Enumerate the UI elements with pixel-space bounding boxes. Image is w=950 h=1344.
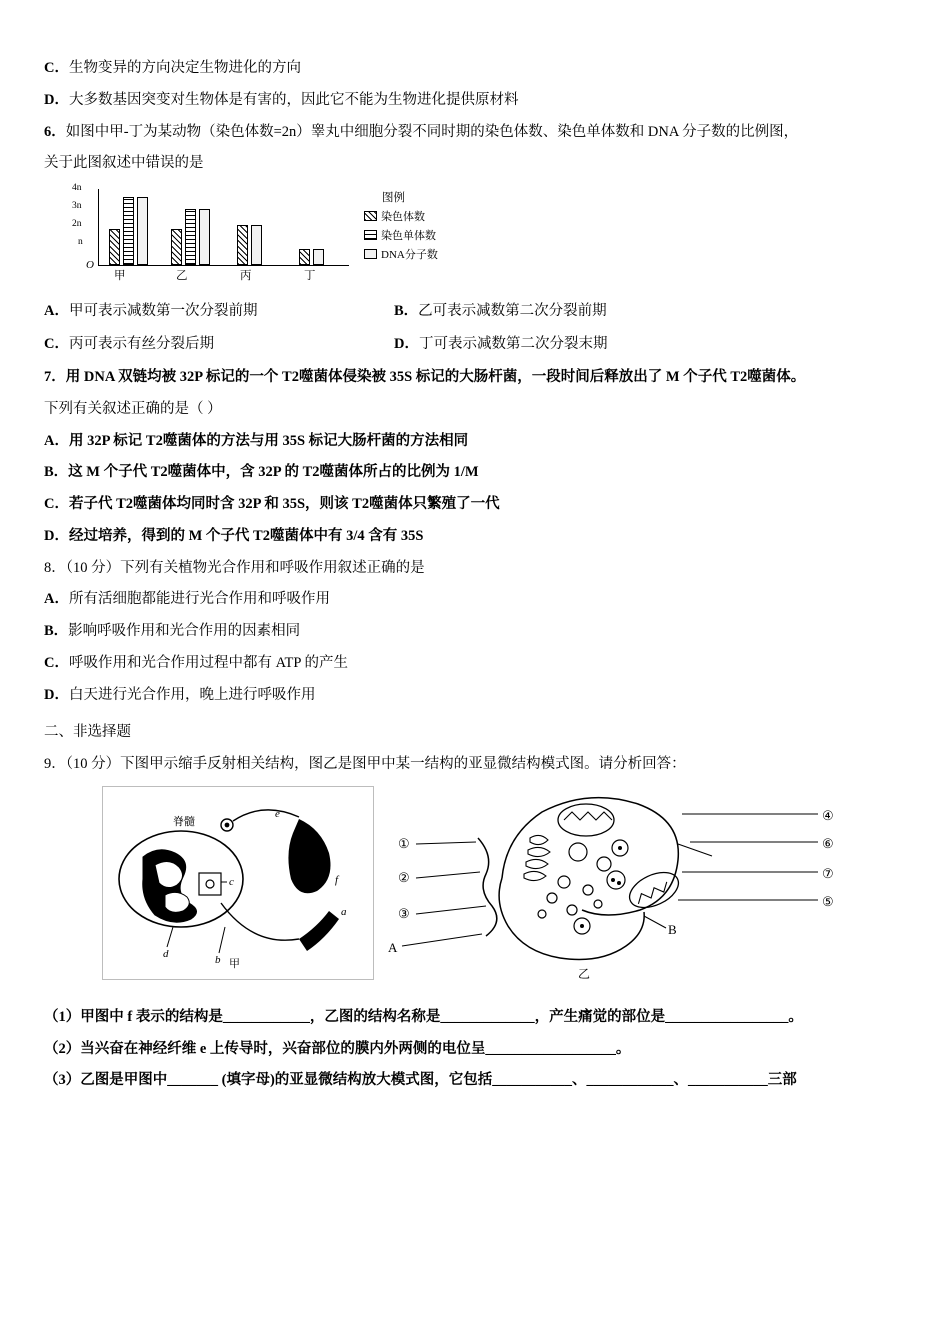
svg-text:c: c — [229, 875, 234, 888]
x-label-yi: 乙 — [176, 270, 188, 282]
option-text: 用 32P 标记 T2噬菌体的方法与用 35S 标记大肠杆菌的方法相同 — [68, 432, 469, 449]
question-6-stem-line2: 关于此图叙述中错误的是 — [44, 155, 204, 172]
option-label: A． — [44, 591, 69, 608]
question-9-sub1: （1）甲图中 f 表示的结构是____________，乙图的结构名称是_____________，产生痛觉的部位是_________________。 — [44, 1008, 803, 1025]
question-7-stem-line2: 下列有关叙述正确的是（ ） — [44, 400, 222, 417]
question-8-option-b — [44, 621, 910, 643]
legend-label: 染色体数 — [381, 211, 425, 223]
bar-chromatid — [185, 209, 196, 265]
bar-dna — [313, 249, 324, 265]
option-label: D． — [44, 91, 69, 108]
question-9-sub3: （3）乙图是甲图中_______ (填字母)的亚显微结构放大模式图，它包括___________、____________、___________三部 — [44, 1072, 797, 1089]
bar-dna — [137, 197, 148, 265]
question-text: （10 分）下图甲示缩手反射相关结构，图乙是图甲中某一结构的亚显微结构模式图。请分析回答： — [65, 756, 686, 773]
figure-q6-chart — [64, 185, 494, 285]
bar-group-jia — [109, 197, 148, 265]
option-text: 生物变异的方向决定生物进化的方向 — [68, 60, 301, 76]
question-7-option-b — [44, 462, 910, 484]
option-label: D． — [44, 686, 69, 703]
bar-group-bing — [237, 225, 262, 265]
svg-text:b: b — [215, 953, 221, 966]
option-label: A． — [44, 303, 69, 319]
bar-group-ding — [299, 249, 324, 265]
option-b — [394, 301, 854, 322]
section-two-title: 二、非选择题 — [44, 724, 131, 741]
option-d-top — [44, 90, 910, 112]
question-7-option-c — [44, 494, 910, 516]
x-label-bing: 丙 — [240, 270, 252, 282]
svg-text:甲: 甲 — [229, 957, 240, 970]
option-text: 若子代 T2噬菌体均同时含 32P 和 35S，则该 T2噬菌体只繁殖了一代 — [68, 496, 500, 513]
option-text: 所有活细胞都能进行光合作用和呼吸作用 — [68, 591, 330, 608]
legend-title: 图例 — [382, 192, 405, 204]
option-label: D． — [394, 336, 419, 353]
legend-swatch-icon — [364, 230, 377, 240]
y-tick-4n: 4n — [72, 183, 82, 193]
option-label: D． — [44, 527, 69, 544]
question-6-options-row1 — [44, 301, 910, 322]
svg-text:a: a — [341, 905, 347, 918]
svg-text:e: e — [275, 807, 280, 820]
x-label-jia: 甲 — [114, 270, 126, 282]
option-label: C． — [44, 496, 69, 513]
svg-text:A: A — [388, 939, 398, 955]
option-text: 这 M 个子代 T2噬菌体中，含 32P 的 T2噬菌体所占的比例为 1/M — [68, 464, 479, 481]
x-label-ding: 丁 — [304, 270, 316, 282]
y-tick-3n: 3n — [72, 201, 82, 211]
option-label: A． — [44, 432, 69, 449]
figure-q9-left-panel — [102, 786, 374, 980]
legend-swatch-icon — [364, 211, 377, 221]
option-text: 甲可表示减数第一次分裂前期 — [68, 303, 258, 319]
question-6-stem-line1 — [44, 122, 910, 144]
bar-chromosome — [171, 229, 182, 265]
svg-text:②: ② — [398, 869, 410, 885]
question-8-option-c — [44, 653, 910, 675]
svg-text:⑦: ⑦ — [822, 865, 834, 881]
svg-text:④: ④ — [822, 807, 834, 823]
svg-text:⑤: ⑤ — [822, 893, 834, 909]
question-number: 7． — [44, 369, 66, 386]
chart-legend — [364, 189, 438, 265]
page-content — [44, 58, 910, 1102]
svg-text:①: ① — [398, 835, 410, 851]
bar-chromatid — [123, 197, 134, 265]
svg-text:⑥: ⑥ — [822, 835, 834, 851]
question-9-stem — [44, 754, 910, 776]
option-text: 丁可表示减数第二次分裂末期 — [418, 336, 608, 353]
svg-text:f: f — [335, 873, 339, 886]
bar-chromosome — [299, 249, 310, 265]
option-d — [394, 334, 854, 355]
option-label: B． — [44, 464, 69, 481]
question-text: （10 分）下列有关植物光合作用和呼吸作用叙述正确的是 — [65, 559, 425, 576]
legend-item-chromosome — [364, 208, 438, 224]
option-c — [44, 334, 394, 355]
spinal-reflex-diagram — [103, 787, 371, 977]
bar-dna — [199, 209, 210, 265]
svg-text:脊髓: 脊髓 — [173, 815, 195, 828]
synapse-ultrastructure-diagram — [382, 786, 882, 986]
option-text: 白天进行光合作用，晚上进行呼吸作用 — [68, 686, 316, 703]
question-8-option-a — [44, 589, 910, 611]
svg-text:B: B — [668, 921, 677, 937]
bar-group-yi — [171, 209, 210, 265]
question-6-options-row2 — [44, 334, 910, 355]
question-9-sub2: （2）当兴奋在神经纤维 e 上传导时，兴奋部位的膜内外两侧的电位呈__________________。 — [44, 1040, 631, 1057]
question-number: 8． — [44, 559, 66, 576]
y-tick-n: n — [78, 237, 83, 247]
option-text: 大多数基因突变对生物体是有害的，因此它不能为生物进化提供原材料 — [68, 91, 519, 108]
option-label: B． — [44, 623, 69, 640]
bar-dna — [251, 225, 262, 265]
svg-text:乙: 乙 — [578, 966, 591, 981]
option-text: 乙可表示减数第二次分裂前期 — [418, 303, 607, 319]
option-text: 经过培养，得到的 M 个子代 T2噬菌体中有 3/4 含有 35S — [68, 527, 424, 544]
option-text: 影响呼吸作用和光合作用的因素相同 — [68, 623, 301, 640]
question-text: 用 DNA 双链均被 32P 标记的一个 T2噬菌体侵染被 35S 标记的大肠杆菌，一段时间后释放出了 M 个子代 T2噬菌体。 — [65, 369, 806, 386]
option-text: 呼吸作用和光合作用过程中都有 ATP 的产生 — [68, 654, 348, 671]
bar-chromosome — [237, 225, 248, 265]
bar-chromosome — [109, 229, 120, 265]
question-number: 6． — [44, 123, 66, 140]
option-label: C． — [44, 60, 69, 76]
option-label: C． — [44, 336, 69, 353]
question-8-stem — [44, 558, 910, 580]
question-8-option-d — [44, 685, 910, 707]
option-text: 丙可表示有丝分裂后期 — [68, 336, 214, 353]
figure-q9 — [62, 786, 902, 991]
option-label: C． — [44, 654, 69, 671]
option-c-top — [44, 58, 910, 80]
y-tick-2n: 2n — [72, 219, 82, 229]
legend-label: 染色单体数 — [381, 230, 436, 242]
legend-item-dna — [364, 246, 438, 262]
figure-q9-right-panel — [382, 786, 882, 986]
chart-axes — [98, 189, 349, 266]
question-number: 9． — [44, 756, 66, 773]
svg-text:d: d — [163, 947, 169, 960]
legend-swatch-icon — [364, 249, 377, 259]
question-text: 如图中甲-丁为某动物（染色体数=2n）睾丸中细胞分裂不同时期的染色体数、染色单体数和 DNA 分子数的比例图， — [65, 123, 799, 140]
option-label: B． — [394, 303, 419, 319]
svg-text:③: ③ — [398, 905, 410, 921]
legend-item-chromatid — [364, 227, 438, 243]
question-7-option-d — [44, 526, 910, 548]
question-7-stem-line1 — [44, 367, 910, 389]
option-a — [44, 301, 394, 322]
question-7-option-a — [44, 431, 910, 453]
origin-label: O — [86, 259, 94, 271]
legend-label: DNA分子数 — [381, 249, 438, 261]
